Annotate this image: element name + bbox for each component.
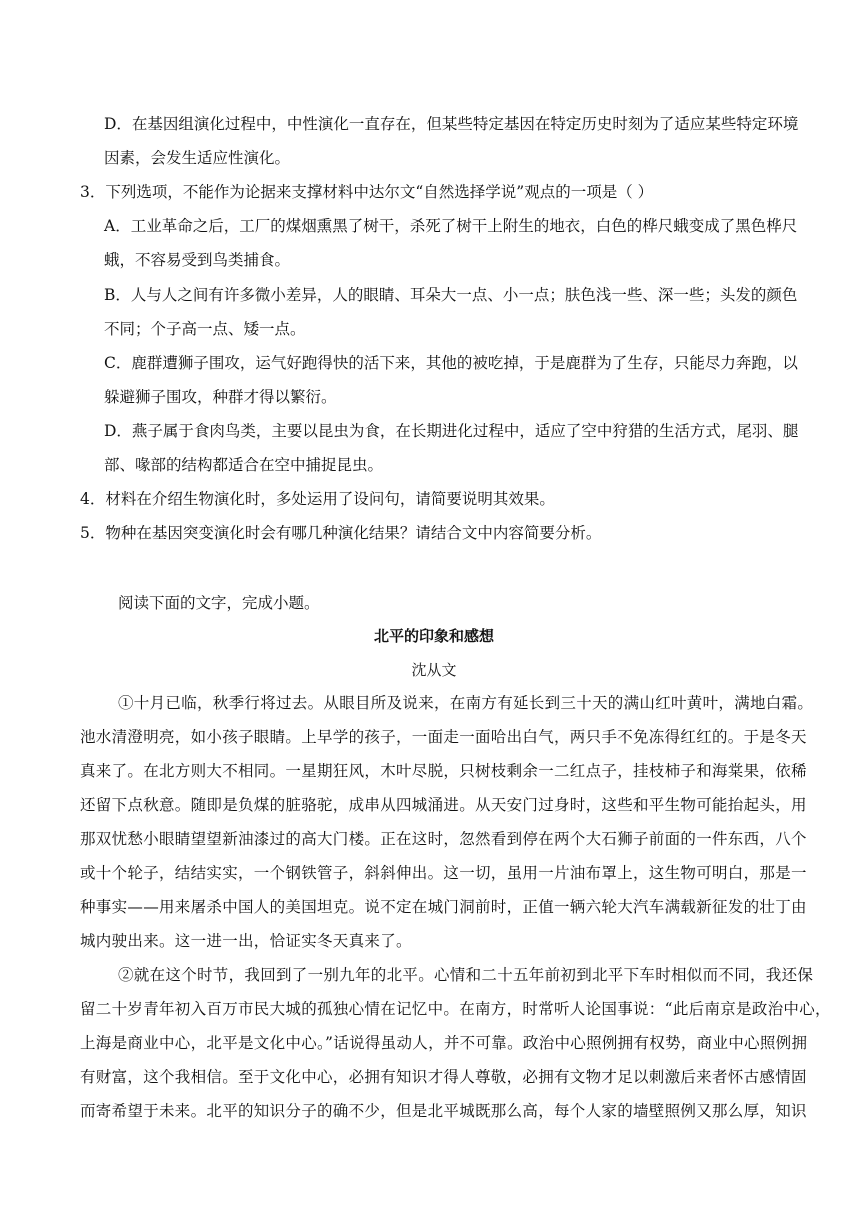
- prose-line: 而寄希望于未来。北平的知识分子的确不少，但是北平城既那么高，每个人家的墙壁照例又那么厚，知识: [80, 1102, 807, 1120]
- question-line: D．燕子属于食肉鸟类，主要以昆虫为食，在长期进化过程中，适应了空中狩猎的生活方式，尾羽、腿: [104, 422, 799, 440]
- prose-line: 还留下点秋意。随即是负煤的脏骆驼，成串从四城涌进。从天安门过身时，这些和平生物可能抬起头，用: [80, 796, 807, 814]
- question-line: C．鹿群遭狮子围攻，运气好跑得快的活下来，其他的被吃掉，于是鹿群为了生存，只能尽力奔跑，以: [104, 354, 798, 372]
- question-line: B．人与人之间有许多微小差异，人的眼睛、耳朵大一点、小一点；肤色浅一些、深一些；头发的颜色: [104, 286, 798, 304]
- prose-line: ②就在这个时节，我回到了一别九年的北平。心情和二十五年前初到北平下车时相似而不同，我还保: [118, 966, 814, 984]
- reading-instruction: 阅读下面的文字，完成小题。: [118, 594, 320, 612]
- prose-line: 那双忧愁小眼睛望望新油漆过的高大门楼。正在这时，忽然看到停在两个大石狮子前面的一件东西，八个: [80, 830, 807, 848]
- question-line: 5．物种在基因突变演化时会有哪几种演化结果？请结合文中内容简要分析。: [80, 524, 602, 542]
- prose-line: 有财富，这个我相信。至于文化中心，必拥有知识才得人尊敬，必拥有文物才足以刺激后来者怀古感情固: [80, 1068, 807, 1086]
- prose-line: 上海是商业中心，北平是文化中心。”话说得虽动人，并不可靠。政治中心照例拥有权势，商业中心照例拥: [80, 1034, 808, 1052]
- article-author: 沈从文: [411, 661, 457, 679]
- prose-line: 池水清澄明亮，如小孩子眼睛。上早学的孩子，一面走一面哈出白气，两只手不免冻得红红的。于是冬天: [80, 728, 807, 746]
- question-line: 4．材料在介绍生物演化时，多处运用了设问句，请简要说明其效果。: [80, 490, 555, 508]
- question-line: D．在基因组演化过程中，中性演化一直存在，但某些特定基因在特定历史时刻为了适应某些特定环境: [104, 115, 799, 133]
- prose-line: ①十月已临，秋季行将过去。从眼目所及说来，在南方有延长到三十天的满山红叶黄叶，满地白霜。: [118, 694, 814, 712]
- prose-line: 或十个轮子，结结实实，一个钢铁管子，斜斜伸出。这一切，虽用一片油布罩上，这生物可明白，那是一: [80, 864, 807, 882]
- question-line: A．工业革命之后，工厂的煤烟熏黑了树干，杀死了树干上附生的地衣，白色的桦尺蛾变成了黑色桦尺: [104, 217, 798, 235]
- question-line: 蛾，不容易受到鸟类捕食。: [104, 251, 291, 269]
- prose-line: 种事实——用来屠杀中国人的美国坦克。说不定在城门洞前时，正值一辆六轮大汽车满载新征发的壮丁由: [80, 898, 807, 916]
- question-line: 不同；个子高一点、矮一点。: [104, 320, 306, 338]
- question-line: 3．下列选项，不能作为论据来支撑材料中达尔文“自然选择学说”观点的一项是（ ）: [80, 183, 654, 201]
- prose-line: 真来了。在北方则大不相同。一星期狂风，木叶尽脱，只树枝剩余一二红点子，挂枝柿子和海棠果，依稀: [80, 762, 807, 780]
- question-line: 因素，会发生适应性演化。: [104, 149, 291, 167]
- article-title: 北平的印象和感想: [373, 627, 494, 645]
- question-line: 躲避狮子围攻，种群才得以繁衍。: [104, 388, 337, 406]
- question-line: 部、喙部的结构都适合在空中捕捉昆虫。: [104, 456, 384, 474]
- prose-line: 城内驶出来。这一进一出，恰证实冬天真来了。: [80, 932, 412, 950]
- prose-line: 留二十岁青年初入百万市民大城的孤独心情在记忆中。在南方，时常听人论国事说：“此后南京是政治中心，: [80, 1000, 831, 1018]
